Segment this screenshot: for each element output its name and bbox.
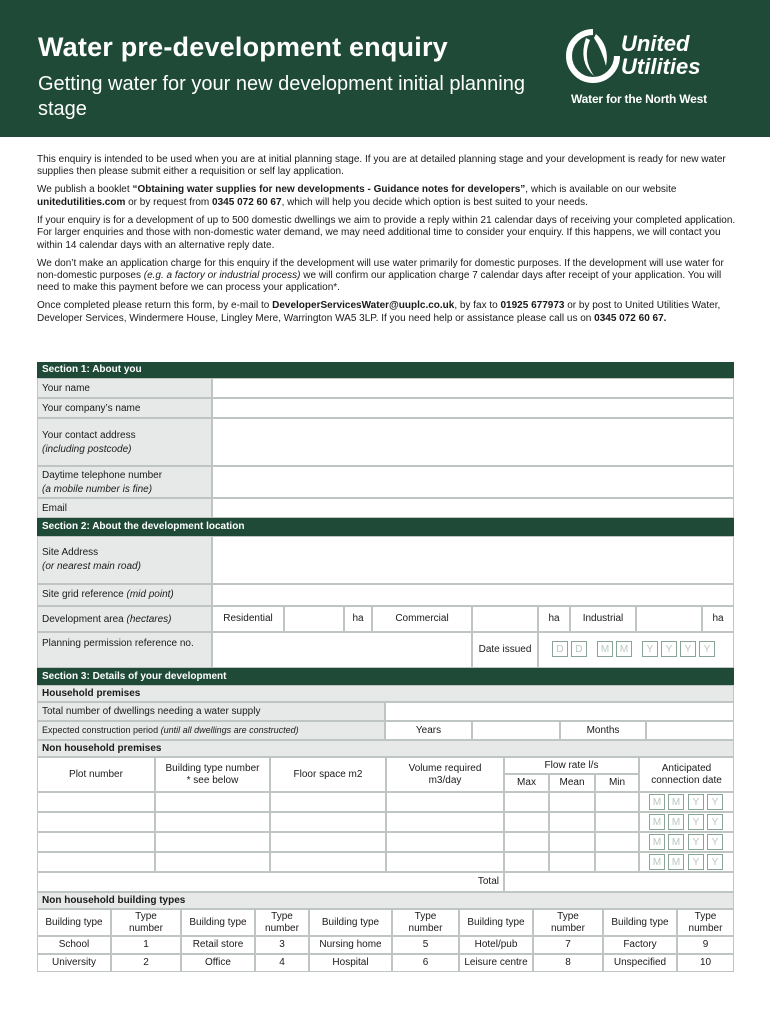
col-building-type: Building type number * see below: [155, 757, 270, 792]
building-type-cell: Retail store: [181, 936, 255, 954]
dwellings-field[interactable]: [385, 702, 734, 721]
label-construction-period: Expected construction period (until all dwellings are constructed): [37, 721, 385, 740]
telephone-field[interactable]: [212, 466, 734, 498]
date-box[interactable]: M: [597, 641, 613, 657]
building-type-cell: Leisure centre: [459, 954, 533, 972]
section-1-heading: Section 1: About you: [37, 362, 734, 378]
non-household-cell[interactable]: [504, 812, 549, 832]
section-3-heading: Section 3: Details of your development: [37, 668, 734, 685]
non-household-cell[interactable]: [37, 852, 155, 872]
building-type-cell: Hospital: [309, 954, 392, 972]
label-development-area: Development area (hectares): [37, 606, 212, 632]
residential-label: Residential: [212, 606, 284, 632]
connection-date-box[interactable]: Y: [707, 834, 723, 850]
building-type-cell: University: [37, 954, 111, 972]
non-household-cell[interactable]: [504, 832, 549, 852]
industrial-area-field[interactable]: [636, 606, 702, 632]
connection-date-box[interactable]: M: [649, 854, 665, 870]
type-number-cell: 3: [255, 936, 309, 954]
type-number-cell: 1: [111, 936, 181, 954]
non-household-cell[interactable]: [270, 792, 386, 812]
non-household-cell[interactable]: [595, 852, 639, 872]
connection-date-box[interactable]: Y: [707, 854, 723, 870]
page-subtitle: Getting water for your new development initial planning stage: [38, 73, 525, 120]
building-type-header: Building type: [603, 909, 677, 936]
united-utilities-logo: United Utilities Water for the North West: [571, 31, 707, 106]
non-household-cell[interactable]: [386, 852, 504, 872]
intro-text: This enquiry is intended to be used when you are at initial planning stage. If you are at detailed planning stage and your development is ready for new water supplies then please submit either a requisition or self lay application. We publish a booklet “Obtaining water supplies for new developments - Guidance notes for developers”, which is available on our website unitedutilities.com or by request from 0345 072 60 67, which will help you decide which option is best suited to your needs. If your enquiry is for a development of up to 500 domestic dwellings we aim to provide a reply within 21 calendar days of receiving your completed application. For larger enquiries and those with non-domestic water demand, we may need additional time to consider your enquiry. If this happens, we will contact you within 14 calendar days with an alternative reply date. We don’t make an application charge for this enquiry if the development will use water primarily for domestic purposes. If the development will use water for non-domestic purposes (e.g. a factory or industrial process) we will confirm our application charge 7 calendar days after receipt of your application. You will need to make this payment before we can process your application*. Once completed please return this form, by e-mail to DeveloperServicesWater@uuplc.co.uk, by fax to 01925 677973 or by post to United Utilities Water, Developer Services, Windermere House, Lingley Mere, Warrington WA5 3LP. If you need help or assistance please call us on 0345 072 60 67.: [37, 154, 736, 324]
connection-date-box[interactable]: Y: [688, 814, 704, 830]
label-grid-ref: Site grid reference (mid point): [37, 584, 212, 606]
grid-reference-field[interactable]: [212, 584, 734, 606]
building-type-cell: Factory: [603, 936, 677, 954]
type-number-cell: 6: [392, 954, 459, 972]
building-type-header: Building type: [459, 909, 533, 936]
connection-date-box[interactable]: M: [668, 794, 684, 810]
type-number-cell: 5: [392, 936, 459, 954]
connection-date-box[interactable]: Y: [688, 794, 704, 810]
page-title: Water pre-development enquiry: [38, 32, 448, 62]
header: [0, 0, 770, 137]
non-household-cell[interactable]: [270, 832, 386, 852]
non-household-cell[interactable]: [37, 832, 155, 852]
non-household-cell[interactable]: [155, 792, 270, 812]
label-site-address: Site Address (or nearest main road): [37, 536, 212, 584]
label-email: Email: [37, 498, 212, 518]
connection-date-box[interactable]: M: [668, 834, 684, 850]
type-number-header: Type number: [677, 909, 734, 936]
connection-date-box[interactable]: M: [649, 814, 665, 830]
type-number-cell: 9: [677, 936, 734, 954]
type-number-cell: 4: [255, 954, 309, 972]
months-field[interactable]: [646, 721, 734, 740]
building-type-cell: Unspecified: [603, 954, 677, 972]
connection-date-box[interactable]: Y: [707, 794, 723, 810]
date-box[interactable]: Y: [642, 641, 658, 657]
company-name-field[interactable]: [212, 398, 734, 418]
type-number-cell: 7: [533, 936, 603, 954]
non-household-cell[interactable]: [386, 832, 504, 852]
email-link[interactable]: DeveloperServicesWater@uuplc.co.uk: [272, 300, 455, 312]
non-household-cell[interactable]: [549, 832, 595, 852]
date-box[interactable]: M: [616, 641, 632, 657]
household-premises-heading: Household premises: [37, 685, 734, 702]
label-address: Your contact address (including postcode): [37, 418, 212, 466]
contact-address-field[interactable]: [212, 418, 734, 466]
email-field[interactable]: [212, 498, 734, 518]
label-dwellings: Total number of dwellings needing a water supply: [37, 702, 385, 721]
col-plot-number: Plot number: [37, 757, 155, 792]
ha-unit: ha: [344, 606, 372, 632]
commercial-label: Commercial: [372, 606, 472, 632]
years-field[interactable]: [472, 721, 560, 740]
non-household-cell[interactable]: [37, 792, 155, 812]
date-box[interactable]: D: [571, 641, 587, 657]
type-number-header: Type number: [111, 909, 181, 936]
type-number-header: Type number: [255, 909, 309, 936]
label-your-name: Your name: [37, 378, 212, 398]
non-household-cell[interactable]: [155, 852, 270, 872]
type-number-header: Type number: [392, 909, 459, 936]
non-household-cell[interactable]: [549, 852, 595, 872]
non-household-cell[interactable]: [270, 852, 386, 872]
col-anticipated-date: Anticipated connection date: [639, 757, 734, 792]
non-household-cell[interactable]: [386, 792, 504, 812]
non-household-cell[interactable]: [595, 792, 639, 812]
building-type-header: Building type: [37, 909, 111, 936]
date-box[interactable]: Y: [661, 641, 677, 657]
connection-date-box[interactable]: M: [649, 834, 665, 850]
connection-date-box[interactable]: M: [649, 794, 665, 810]
date-issued-label: Date issued: [472, 632, 538, 668]
non-household-cell[interactable]: [386, 812, 504, 832]
section-2-heading: Section 2: About the development location: [37, 518, 734, 536]
type-number-cell: 10: [677, 954, 734, 972]
building-type-header: Building type: [309, 909, 392, 936]
non-household-cell[interactable]: [270, 812, 386, 832]
col-min: Min: [595, 774, 639, 792]
connection-date-box[interactable]: Y: [688, 854, 704, 870]
date-box[interactable]: D: [552, 641, 568, 657]
non-household-cell[interactable]: [595, 812, 639, 832]
type-number-header: Type number: [533, 909, 603, 936]
label-company: Your company’s name: [37, 398, 212, 418]
total-label: Total: [37, 872, 504, 892]
col-max: Max: [504, 774, 549, 792]
commercial-area-field[interactable]: [472, 606, 538, 632]
type-number-cell: 2: [111, 954, 181, 972]
label-phone: Daytime telephone number (a mobile number is fine): [37, 466, 212, 498]
non-household-cell[interactable]: [504, 792, 549, 812]
building-type-cell: Office: [181, 954, 255, 972]
total-field[interactable]: [504, 872, 734, 892]
non-household-cell[interactable]: [504, 852, 549, 872]
years-label: Years: [385, 721, 472, 740]
connection-date-box[interactable]: M: [668, 854, 684, 870]
non-household-cell[interactable]: [37, 812, 155, 832]
connection-date-box[interactable]: Y: [688, 834, 704, 850]
non-household-cell[interactable]: [155, 832, 270, 852]
building-type-cell: Nursing home: [309, 936, 392, 954]
non-household-premises-heading: Non household premises: [37, 740, 734, 757]
date-box[interactable]: Y: [680, 641, 696, 657]
col-floor-space: Floor space m2: [270, 757, 386, 792]
col-flow-rate: Flow rate l/s: [504, 757, 639, 774]
col-mean: Mean: [549, 774, 595, 792]
connection-date-box[interactable]: Y: [707, 814, 723, 830]
label-planning-ref: Planning permission reference no.: [37, 632, 212, 668]
col-volume: Volume required m3/day: [386, 757, 504, 792]
building-types-heading: Non household building types: [37, 892, 734, 909]
building-type-cell: Hotel/pub: [459, 936, 533, 954]
industrial-label: Industrial: [570, 606, 636, 632]
building-type-cell: School: [37, 936, 111, 954]
non-household-cell[interactable]: [595, 832, 639, 852]
building-type-header: Building type: [181, 909, 255, 936]
your-name-field[interactable]: [212, 378, 734, 398]
planning-reference-field[interactable]: [212, 632, 472, 668]
non-household-cell[interactable]: [155, 812, 270, 832]
residential-area-field[interactable]: [284, 606, 344, 632]
type-number-cell: 8: [533, 954, 603, 972]
non-household-cell[interactable]: [549, 812, 595, 832]
ha-unit: ha: [538, 606, 570, 632]
months-label: Months: [560, 721, 646, 740]
site-address-field[interactable]: [212, 536, 734, 584]
non-household-cell[interactable]: [549, 792, 595, 812]
ha-unit: ha: [702, 606, 734, 632]
date-box[interactable]: Y: [699, 641, 715, 657]
connection-date-box[interactable]: M: [668, 814, 684, 830]
